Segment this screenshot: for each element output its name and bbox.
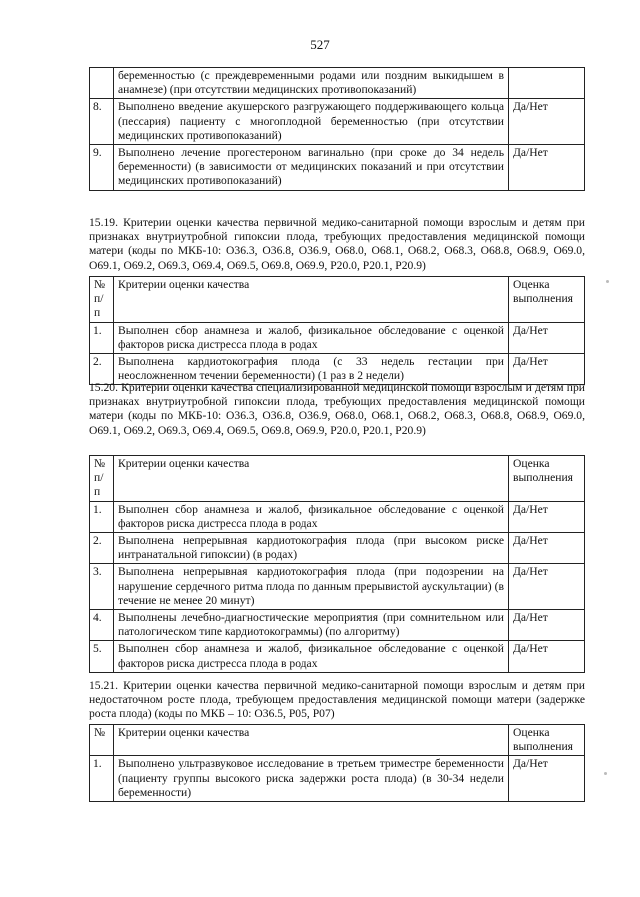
table-row <box>90 610 585 641</box>
section-heading-15-19: 15.19. Критерии оценки качества первичной медико-санитарной помощи взрослым и детям при признаках внутриутробной гипоксии плода, требующих предоставления медицинской помощи матери (коды по МКБ-10: O36.3, O36.8, O36.9, O68.0, O68.1, O68.2, O68.3, O68.8, O68.9, O69.0, O69.1, O69.2, O69.3, O69.4, O69.5, O69.8, O69.9, P20.0, P20.1, P20.9) <box>89 216 585 272</box>
result-text: Да/Нет <box>509 99 585 145</box>
table-row <box>90 756 585 802</box>
row-number <box>90 68 114 99</box>
result-text: Да/Нет <box>509 533 585 564</box>
scan-speck <box>604 772 607 775</box>
header-result: Оценка выполнения <box>509 725 585 756</box>
table-row <box>90 145 585 191</box>
criterion-text: Выполнено введение акушерского разгружающего поддерживающего кольца (пессария) пациенту с многоплодной беременностью (при отсутствии медицинских противопоказаний) <box>114 99 509 145</box>
table-row <box>90 501 585 532</box>
criterion-text: Выполнена непрерывная кардиотокография плода (при высоком риске интранатальной гипоксии) (в родах) <box>114 533 509 564</box>
table-header-row <box>90 725 585 756</box>
section-heading-15-20: 15.20. Критерии оценки качества специализированной медицинской помощи взрослым и детям при признаках внутриутробной гипоксии плода, требующих предоставления медицинской помощи матери (коды по МКБ-10: O36.3, O36.8, O36.9, O68.0, O68.1, O68.2, O68.3, O68.8, O68.9, O69.0, O69.1, O69.2, O69.3, O69.4, O69.5, O69.8, O69.9, P20.0, P20.1, P20.9) <box>89 381 585 437</box>
row-number: 4. <box>90 610 114 641</box>
row-number: 9. <box>90 145 114 191</box>
header-criterion: Критерии оценки качества <box>114 277 509 323</box>
scan-speck <box>606 280 609 283</box>
table-row <box>90 99 585 145</box>
header-number: № п/п <box>90 277 114 323</box>
criteria-table-15-21 <box>89 724 585 802</box>
section-heading-15-21: 15.21. Критерии оценки качества первичной медико-санитарной помощи взрослым и детям при недостаточном росте плода, требующем предоставления медицинской помощи матери (задержке роста плода) (коды по МКБ – 10: O36.5, P05, P07) <box>89 679 585 721</box>
criterion-text: Выполнен сбор анамнеза и жалоб, физикальное обследование с оценкой факторов риска дистресса плода в родах <box>114 501 509 532</box>
criterion-text: Выполнен сбор анамнеза и жалоб, физикальное обследование с оценкой факторов риска дистресса плода в родах <box>114 322 509 353</box>
result-text: Да/Нет <box>509 641 585 672</box>
row-number: 5. <box>90 641 114 672</box>
header-criterion: Критерии оценки качества <box>114 456 509 502</box>
table-row <box>90 533 585 564</box>
result-text <box>509 68 585 99</box>
result-text: Да/Нет <box>509 322 585 353</box>
criterion-text: Выполнены лечебно-диагностические мероприятия (при сомнительном или патологическом типе кардиотокограммы) (по алгоритму) <box>114 610 509 641</box>
row-number: 2. <box>90 533 114 564</box>
result-text: Да/Нет <box>509 145 585 191</box>
criterion-text: Выполнена кардиотокография плода (с 33 недель гестации при неосложненном течении беременности) (1 раз в 2 недели) <box>114 354 509 385</box>
table-row <box>90 68 585 99</box>
header-number: № п/п <box>90 456 114 502</box>
criterion-text: Выполнена непрерывная кардиотокография плода (при подозрении на нарушение сердечного ритма плода по данным прерывистой аускультации) (в течение не менее 20 минут) <box>114 564 509 610</box>
header-result: Оценка выполнения <box>509 456 585 502</box>
table-header-row <box>90 277 585 323</box>
result-text: Да/Нет <box>509 756 585 802</box>
criterion-text: Выполнен сбор анамнеза и жалоб, физикальное обследование с оценкой факторов риска дистресса плода в родах <box>114 641 509 672</box>
result-text: Да/Нет <box>509 610 585 641</box>
page-number: 527 <box>310 37 330 52</box>
row-number: 1. <box>90 756 114 802</box>
criterion-text: Выполнено ультразвуковое исследование в третьем триместре беременности (пациенту группы высокого риска задержки роста плода) (в 30-34 недели беременности) <box>114 756 509 802</box>
header-criterion: Критерии оценки качества <box>114 725 509 756</box>
header-number: № <box>90 725 114 756</box>
criteria-table-15-20 <box>89 455 585 673</box>
criterion-text: беременностью (с преждевременными родами или поздним выкидышем в анамнезе) (при отсутствии медицинских противопоказаний) <box>114 68 509 99</box>
row-number: 1. <box>90 322 114 353</box>
row-number: 8. <box>90 99 114 145</box>
result-text: Да/Нет <box>509 354 585 385</box>
criteria-table-continuation <box>89 67 585 191</box>
table-row <box>90 641 585 672</box>
table-row <box>90 564 585 610</box>
row-number: 3. <box>90 564 114 610</box>
criteria-table-15-19 <box>89 276 585 385</box>
row-number: 2. <box>90 354 114 385</box>
table-row <box>90 322 585 353</box>
row-number: 1. <box>90 501 114 532</box>
table-header-row <box>90 456 585 502</box>
header-result: Оценка выполнения <box>509 277 585 323</box>
criterion-text: Выполнено лечение прогестероном вагинально (при сроке до 34 недель беременности) (в зависимости от медицинских показаний и при отсутствии медицинских противопоказаний) <box>114 145 509 191</box>
result-text: Да/Нет <box>509 564 585 610</box>
result-text: Да/Нет <box>509 501 585 532</box>
